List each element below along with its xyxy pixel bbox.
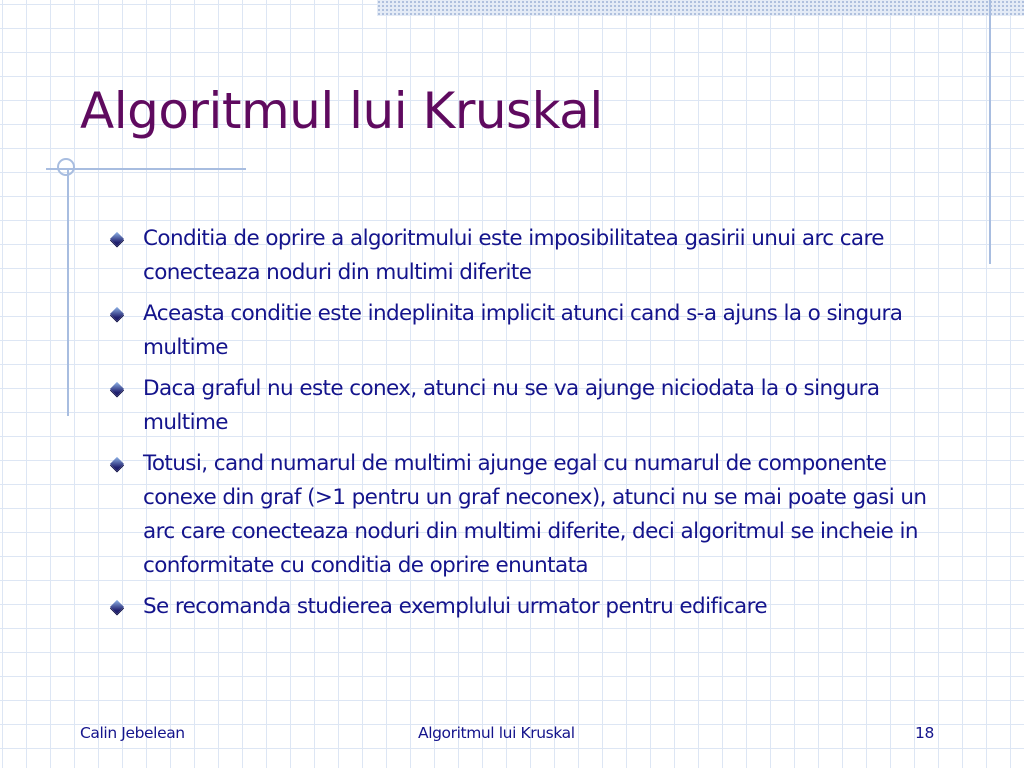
diamond-bullet-icon — [110, 600, 124, 614]
slide-title: Algoritmul lui Kruskal — [80, 82, 603, 140]
decorative-vertical-line-left — [67, 168, 69, 416]
diamond-bullet-icon — [110, 457, 124, 471]
bullet-item — [108, 222, 963, 290]
top-dotted-band — [377, 0, 1024, 16]
bullet-text: Conditia de oprire a algoritmului este imposibilitatea gasirii unui arc care conecteaza noduri din multimi diferite — [143, 226, 884, 285]
bullet-item — [108, 297, 963, 365]
title-underline — [46, 168, 246, 170]
footer-title: Algoritmul lui Kruskal — [418, 724, 575, 742]
bullet-text: Aceasta conditie este indeplinita implicit atunci cand s-a ajuns la o singura multime — [143, 301, 903, 360]
bullet-item — [108, 447, 963, 583]
bullet-item — [108, 372, 963, 440]
decorative-circle-icon — [57, 158, 75, 176]
bullet-item — [108, 590, 963, 624]
diamond-bullet-icon — [110, 307, 124, 321]
decorative-vertical-line-right — [989, 0, 991, 264]
bullet-text: Daca graful nu este conex, atunci nu se va ajunge niciodata la o singura multime — [143, 376, 880, 435]
bullet-list — [108, 222, 963, 631]
page-number: 18 — [915, 724, 934, 742]
diamond-bullet-icon — [110, 232, 124, 246]
diamond-bullet-icon — [110, 382, 124, 396]
bullet-text: Se recomanda studierea exemplului urmator pentru edificare — [143, 594, 768, 619]
footer-author: Calin Jebelean — [80, 724, 185, 742]
bullet-text: Totusi, cand numarul de multimi ajunge egal cu numarul de componente conexe din graf (>1 pentru un graf neconex), atunci nu se mai poate gasi un arc care conecteaza noduri din multimi diferite, deci algoritmul se incheie in conformitate cu conditia de oprire enuntata — [143, 451, 927, 578]
